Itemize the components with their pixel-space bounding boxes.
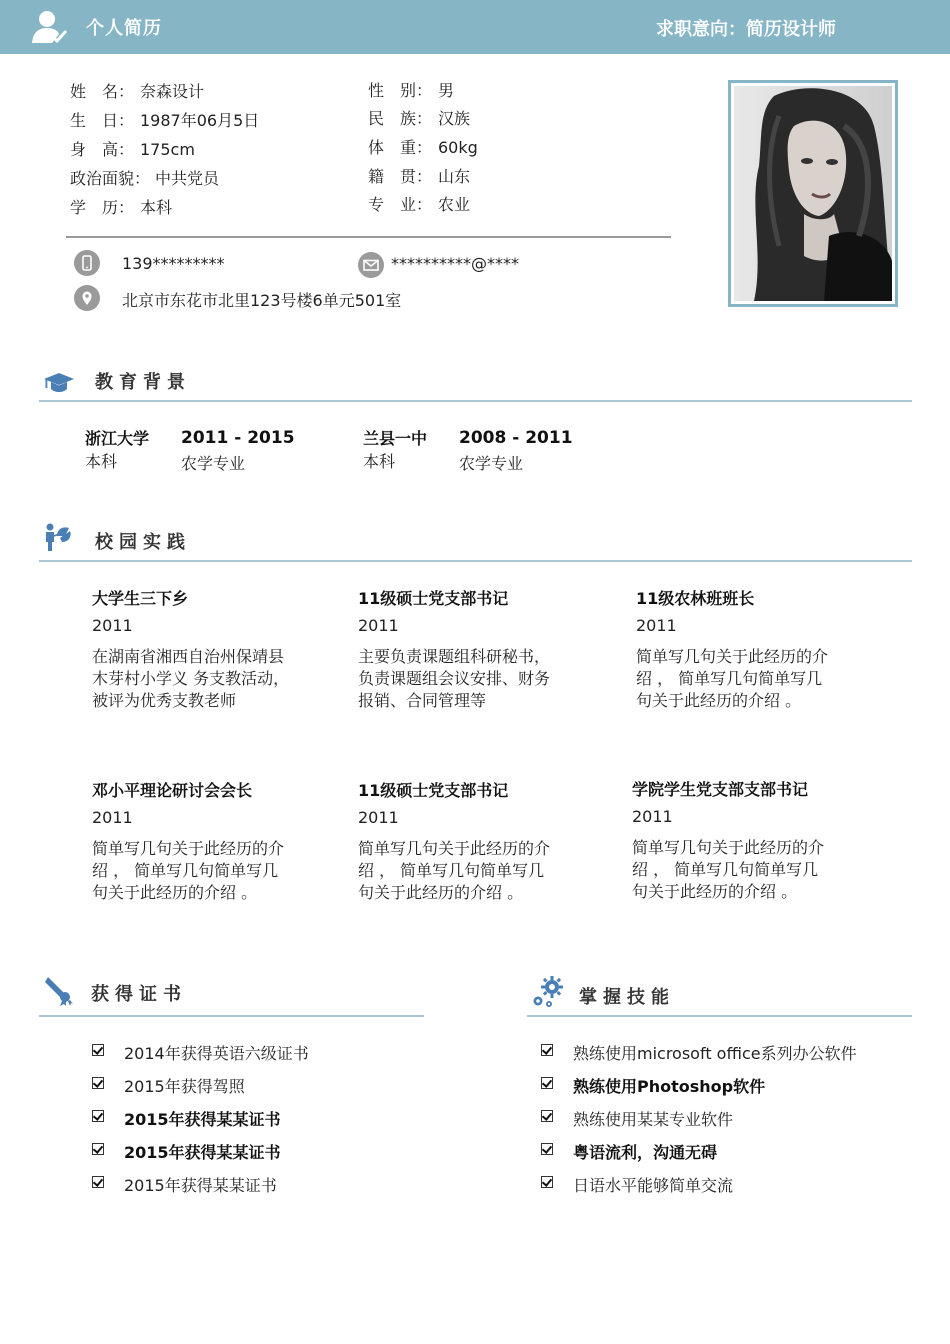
practice-item-desc: 简单写几句关于此经历的介 绍 ， 简单写几句简单写几 句关于此经历的介绍 。 bbox=[358, 839, 551, 902]
practice-item-year: 2011 bbox=[632, 807, 673, 826]
practice-title: 校园实践 bbox=[95, 532, 191, 553]
checkbox-icon bbox=[541, 1077, 553, 1089]
certificate-icon bbox=[43, 974, 75, 1006]
info-education: 学 历： 本科 bbox=[70, 198, 173, 217]
mail-icon bbox=[358, 252, 384, 278]
info-hometown: 籍 贯： 山东 bbox=[368, 167, 471, 186]
profile-photo bbox=[734, 86, 892, 301]
user-icon bbox=[30, 9, 70, 45]
practice-item-year: 2011 bbox=[92, 616, 133, 635]
practice-item-year: 2011 bbox=[636, 616, 677, 635]
practice-item-year: 2011 bbox=[358, 808, 399, 827]
practice-item-year: 2011 bbox=[92, 808, 133, 827]
practice-icon bbox=[43, 522, 73, 552]
practice-item-desc: 简单写几句关于此经历的介 绍 ， 简单写几句简单写几 句关于此经历的介绍 。 bbox=[636, 647, 829, 710]
practice-item-title: 11级硕士党支部书记 bbox=[358, 781, 509, 800]
practice-item bbox=[632, 777, 852, 903]
checkbox-icon bbox=[541, 1176, 553, 1188]
edu-degree-2: 本科 bbox=[363, 452, 396, 471]
checkbox-icon bbox=[92, 1077, 104, 1089]
info-birthday: 生 日： 1987年06月5日 bbox=[70, 111, 260, 130]
practice-divider bbox=[39, 560, 912, 562]
phone-number: 139********* bbox=[122, 254, 225, 273]
info-ethnicity: 民 族： 汉族 bbox=[368, 109, 471, 128]
edu-years-1: 2011 - 2015 bbox=[181, 428, 295, 448]
checkbox-icon bbox=[541, 1143, 553, 1155]
info-name: 姓 名： 奈森设计 bbox=[70, 82, 205, 101]
practice-item-desc: 简单写几句关于此经历的介 绍 ， 简单写几句简单写几 句关于此经历的介绍 。 bbox=[632, 838, 825, 901]
edu-major-2: 农学专业 bbox=[459, 454, 524, 473]
edu-school-1: 浙江大学 bbox=[85, 429, 150, 448]
info-weight: 体 重： 60kg bbox=[368, 138, 478, 157]
job-target: 求职意向：简历设计师 bbox=[656, 19, 836, 40]
info-gender: 性 别： 男 bbox=[368, 81, 455, 100]
practice-item bbox=[636, 586, 856, 712]
practice-item-title: 11级农林班班长 bbox=[636, 589, 755, 608]
skills-title: 掌握技能 bbox=[579, 987, 675, 1008]
phone-icon bbox=[74, 250, 100, 276]
practice-item bbox=[92, 586, 312, 712]
page-title: 个人简历 bbox=[86, 18, 162, 39]
practice-item-year: 2011 bbox=[358, 616, 399, 635]
practice-item-desc: 在湖南省湘西自治州保靖县 木芽村小学义 务支教活动， 被评为优秀支教老师 bbox=[92, 647, 290, 710]
divider bbox=[66, 236, 671, 238]
address: 北京市东花市北里123号楼6单元501室 bbox=[122, 291, 402, 310]
edu-school-2: 兰县一中 bbox=[363, 429, 428, 448]
education-title: 教育背景 bbox=[95, 372, 191, 393]
practice-item bbox=[358, 778, 578, 904]
certificates-title: 获得证书 bbox=[91, 984, 187, 1005]
practice-item-title: 11级硕士党支部书记 bbox=[358, 589, 509, 608]
practice-item-desc: 简单写几句关于此经历的介 绍 ， 简单写几句简单写几 句关于此经历的介绍 。 bbox=[92, 839, 285, 902]
checkbox-icon bbox=[92, 1044, 104, 1056]
header-bar bbox=[0, 0, 950, 54]
info-major: 专 业： 农业 bbox=[368, 195, 471, 214]
skills-divider bbox=[527, 1015, 912, 1017]
certificates-divider bbox=[39, 1015, 424, 1017]
checkbox-icon bbox=[92, 1143, 104, 1155]
profile-photo-frame bbox=[728, 80, 898, 307]
practice-item bbox=[92, 778, 312, 904]
practice-item-title: 邓小平理论研讨会会长 bbox=[92, 781, 253, 800]
checkbox-icon bbox=[92, 1176, 104, 1188]
practice-item-title: 学院学生党支部支部书记 bbox=[632, 780, 809, 799]
checkbox-icon bbox=[92, 1110, 104, 1122]
checkbox-icon bbox=[541, 1110, 553, 1122]
checkbox-icon bbox=[541, 1044, 553, 1056]
practice-item-desc: 主要负责课题组科研秘书， 负责课题组会议安排、财务 报销、合同管理等 bbox=[358, 647, 551, 710]
edu-years-2: 2008 - 2011 bbox=[459, 428, 573, 448]
practice-item bbox=[358, 586, 578, 712]
info-height: 身 高： 175cm bbox=[70, 140, 195, 159]
edu-major-1: 农学专业 bbox=[181, 454, 246, 473]
location-icon bbox=[74, 285, 100, 311]
education-divider bbox=[39, 400, 912, 402]
edu-degree-1: 本科 bbox=[85, 452, 118, 471]
graduation-cap-icon bbox=[43, 370, 75, 396]
email-address: **********@**** bbox=[391, 254, 519, 273]
gears-icon bbox=[530, 975, 566, 1009]
info-political: 政治面貌： 中共党员 bbox=[70, 169, 220, 188]
practice-item-title: 大学生三下乡 bbox=[92, 589, 189, 608]
